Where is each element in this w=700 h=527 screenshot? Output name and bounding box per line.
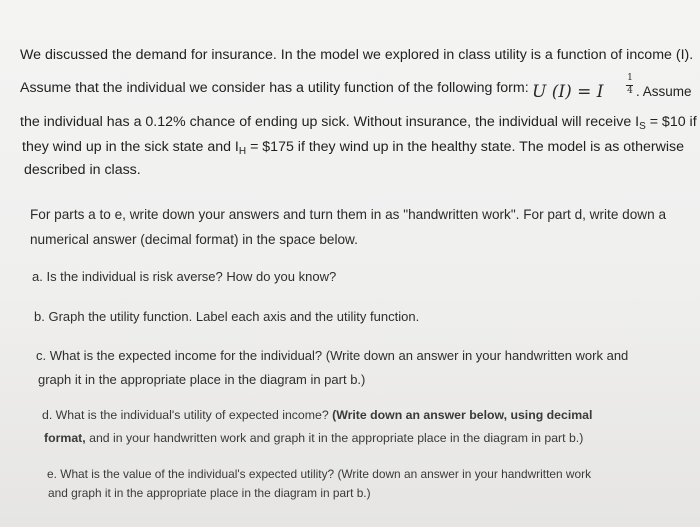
question-e-line-1: e. What is the value of the individual's expected utility? (Write down an answer in your handwritten work — [47, 467, 592, 481]
question-e-line-2: and graph it in the appropriate place in the diagram in part b.) — [48, 486, 371, 500]
intro-line-3 — [20, 114, 697, 132]
healthy-subscript: H — [238, 146, 247, 157]
intro-line-4 — [22, 139, 684, 157]
question-d-bold: (Write down an answer below, using decimal — [332, 408, 593, 422]
intro-line-3-end: = $10 if — [645, 114, 697, 130]
intro-line-2-text: Assume that the individual we consider has a utility function of the following form: — [20, 80, 529, 96]
question-c-line-2: graph it in the appropriate place in the diagram in part b.) — [38, 372, 366, 387]
intro-line-1: We discussed the demand for insurance. In the model we explored in class utility is a function of income (I). — [20, 47, 694, 63]
intro-line-5: described in class. — [24, 162, 141, 178]
question-d-bold-2: format, — [44, 431, 86, 445]
instructions-line-1: For parts a to e, write down your answers and turn them in as "handwritten work". For part d, write down a — [30, 207, 666, 222]
question-d-text: d. What is the individual's utility of expected income? — [42, 408, 333, 422]
sick-subscript: S — [639, 121, 646, 132]
question-a: a. Is the individual is risk averse? How do you know? — [32, 269, 337, 284]
question-b: b. Graph the utility function. Label each axis and the utility function. — [34, 309, 420, 324]
instructions-line-2: numerical answer (decimal format) in the space below. — [30, 232, 358, 247]
exponent-denominator: 4 — [627, 86, 633, 96]
intro-line-3-text: the individual has a 0.12% chance of ending up sick. Without insurance, the individual will receive I — [20, 114, 640, 130]
utility-formula: U (I) = I — [532, 82, 604, 102]
question-d-text-2: and in your handwritten work and graph it in the appropriate place in the diagram in part b.) — [85, 431, 584, 445]
question-d-line-2 — [44, 431, 583, 445]
intro-line-2-end: . Assume — [636, 84, 692, 99]
question-c-line-1: c. What is the expected income for the individual? (Write down an answer in your handwritten work and — [36, 348, 629, 363]
intro-line-4-text: they wind up in the sick state and I — [22, 139, 239, 155]
intro-line-4-end: = $175 if they wind up in the healthy state. The model is as otherwise — [246, 139, 684, 155]
intro-line-2 — [20, 80, 529, 96]
exponent-numerator: 1 — [627, 73, 633, 83]
question-d-line-1 — [42, 408, 592, 422]
